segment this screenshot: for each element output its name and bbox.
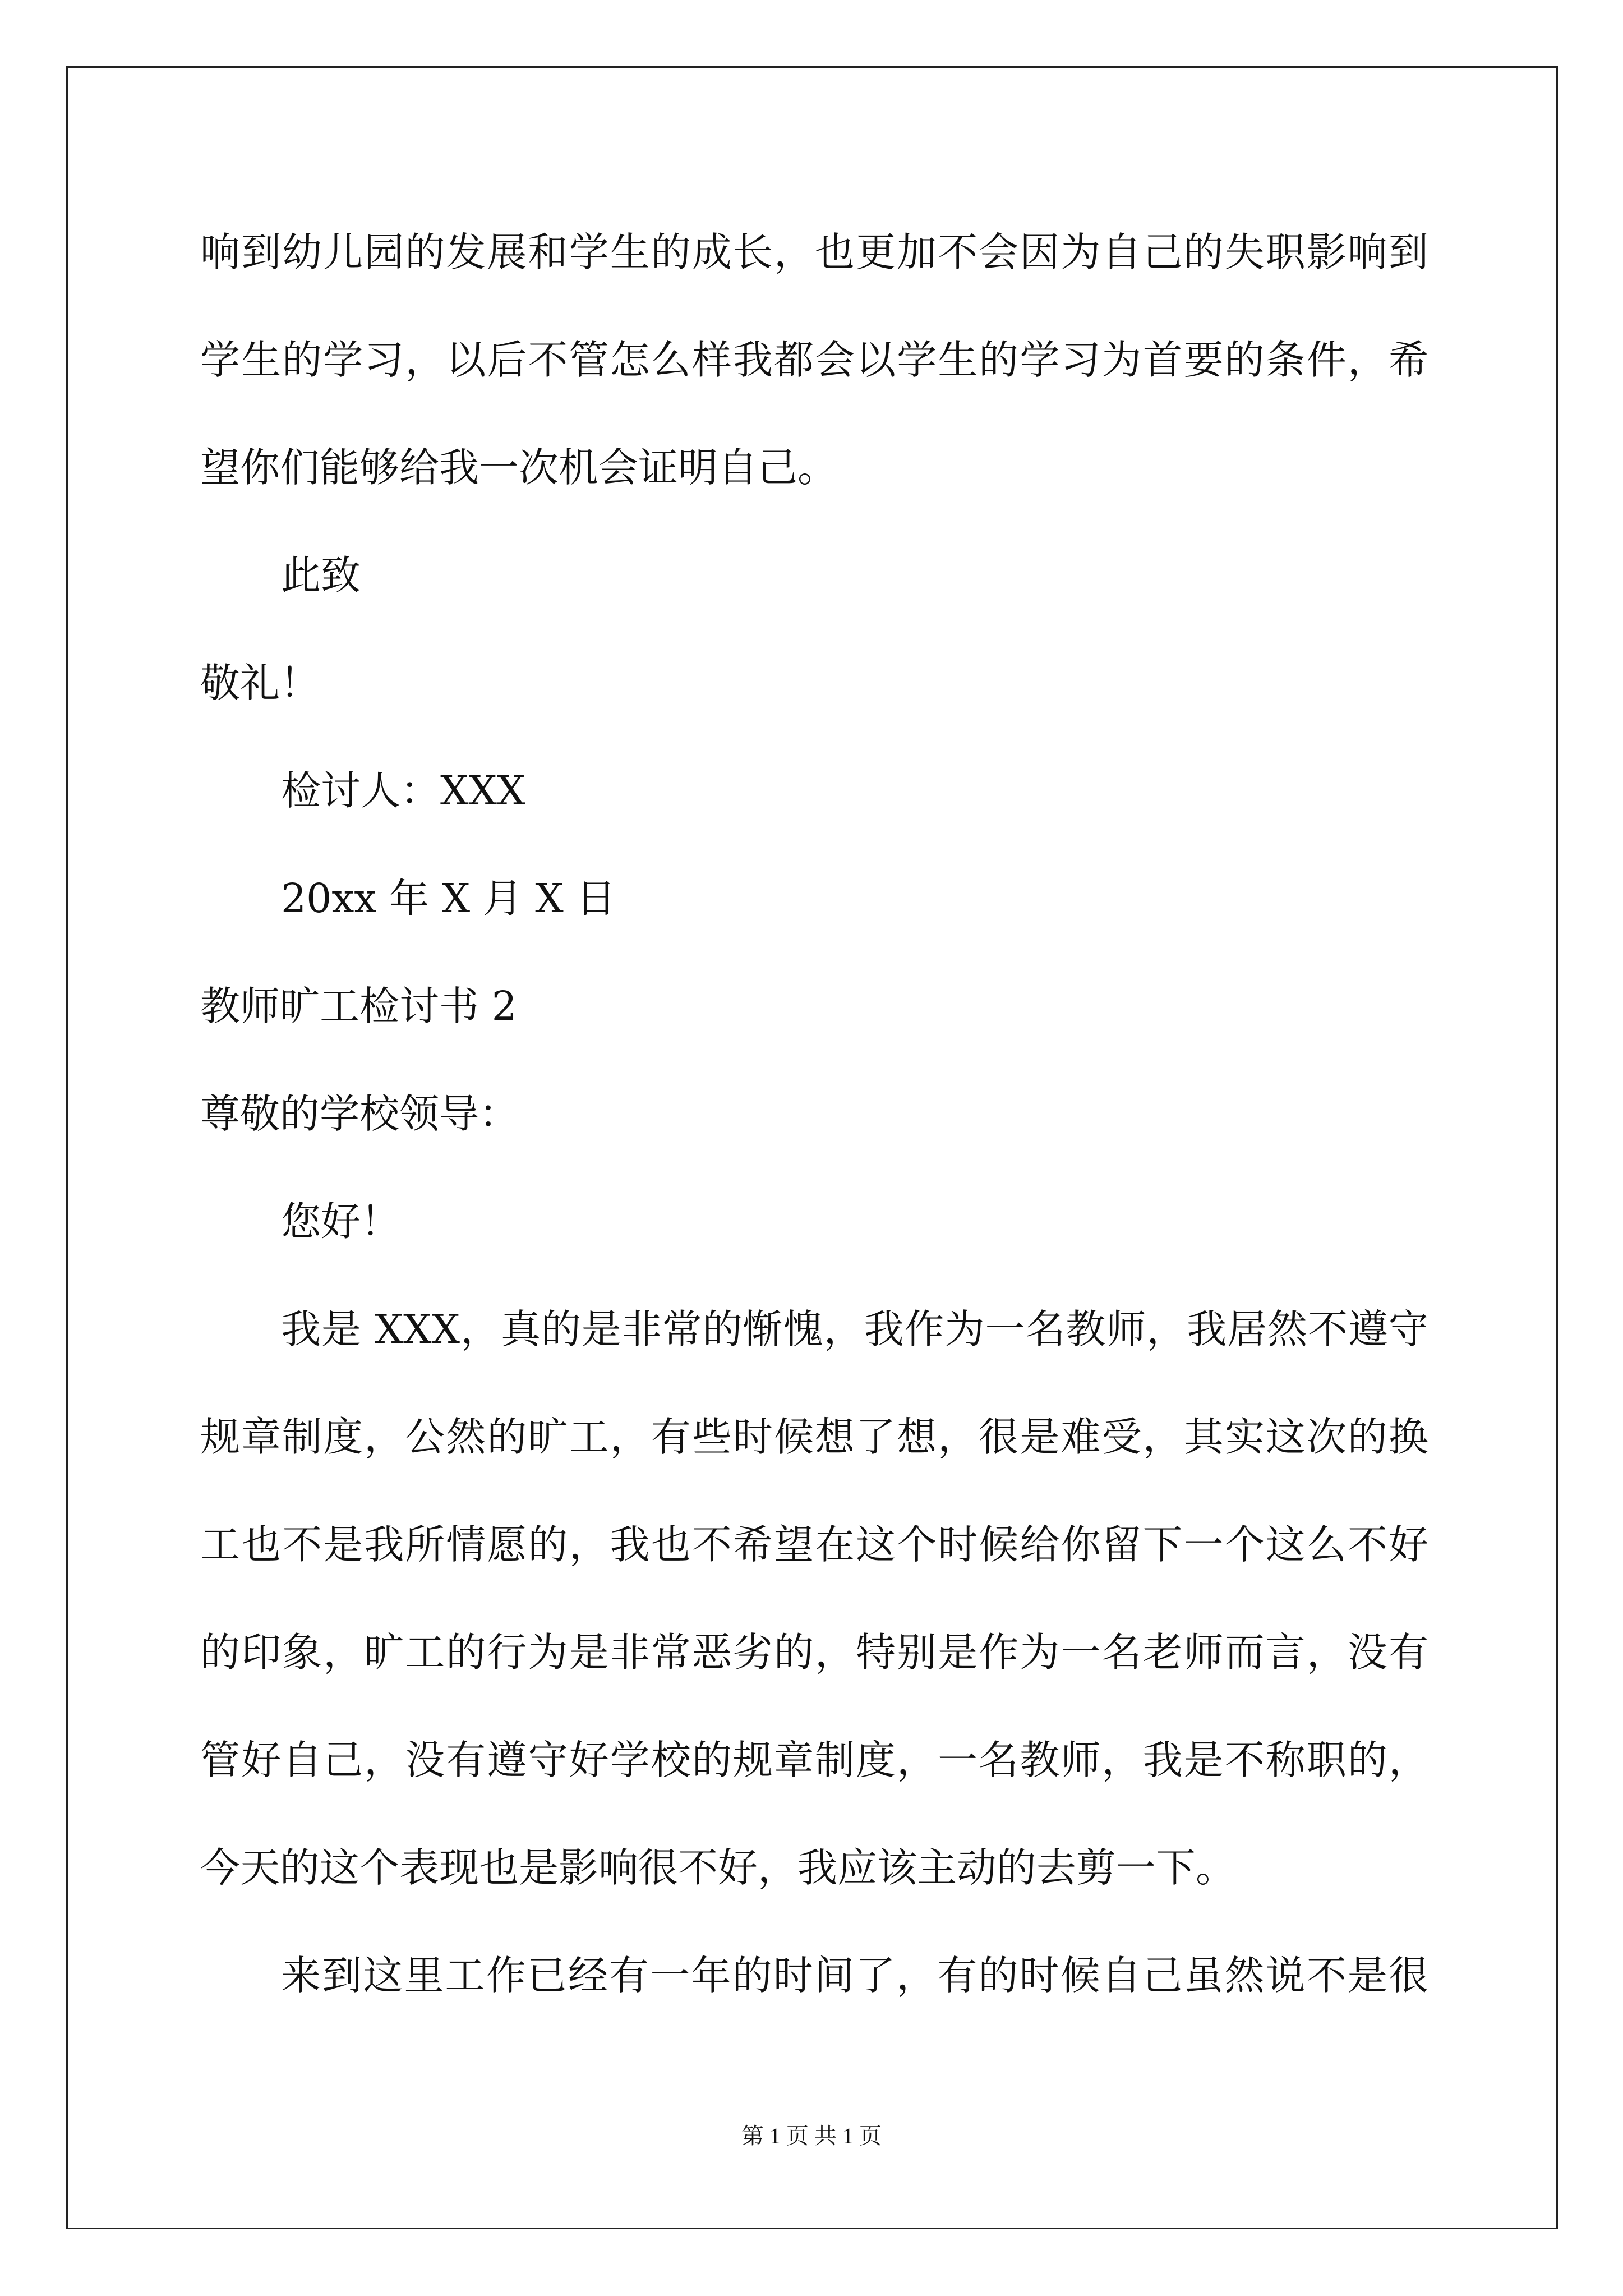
closing-salutation: 此致 [281, 552, 361, 599]
body-line: 的印象，旷工的行为是非常恶劣的，特别是作为一名老师而言，没有 [200, 1629, 1428, 1676]
body-line: 望你们能够给我一次机会证明自己。 [200, 444, 838, 491]
body-line: 规章制度，公然的旷工，有些时候想了想，很是难受，其实这次的换 [200, 1414, 1428, 1460]
body-line: 学生的学习，以后不管怎么样我都会以学生的学习为首要的条件，希 [200, 337, 1428, 383]
signature-line: 检讨人：XXX [281, 767, 525, 814]
section-title: 教师旷工检讨书 2 [200, 983, 517, 1029]
greeting-recipient: 尊敬的学校领导： [200, 1091, 519, 1137]
body-line: 工也不是我所情愿的，我也不希望在这个时候给你留下一个这么不好 [200, 1521, 1428, 1568]
closing-regards: 敬礼！ [200, 660, 320, 706]
body-line: 今天的这个表现也是影响很不好，我应该主动的去剪一下。 [200, 1844, 1236, 1891]
body-line: 管好自己，没有遵守好学校的规章制度，一名教师，我是不称职的， [200, 1737, 1428, 1783]
body-line: 来到这里工作已经有一年的时间了，有的时候自己虽然说不是很 [281, 1952, 1428, 1999]
body-line: 我是 XXX，真的是非常的惭愧，我作为一名教师，我居然不遵守 [281, 1306, 1428, 1352]
greeting: 您好！ [281, 1198, 401, 1245]
page-footer: 第 1 页 共 1 页 [741, 2123, 882, 2148]
page-border [66, 66, 1558, 2229]
date-line: 20xx 年 X 月 X 日 [281, 875, 616, 922]
body-line: 响到幼儿园的发展和学生的成长，也更加不会因为自己的失职影响到 [200, 229, 1428, 275]
